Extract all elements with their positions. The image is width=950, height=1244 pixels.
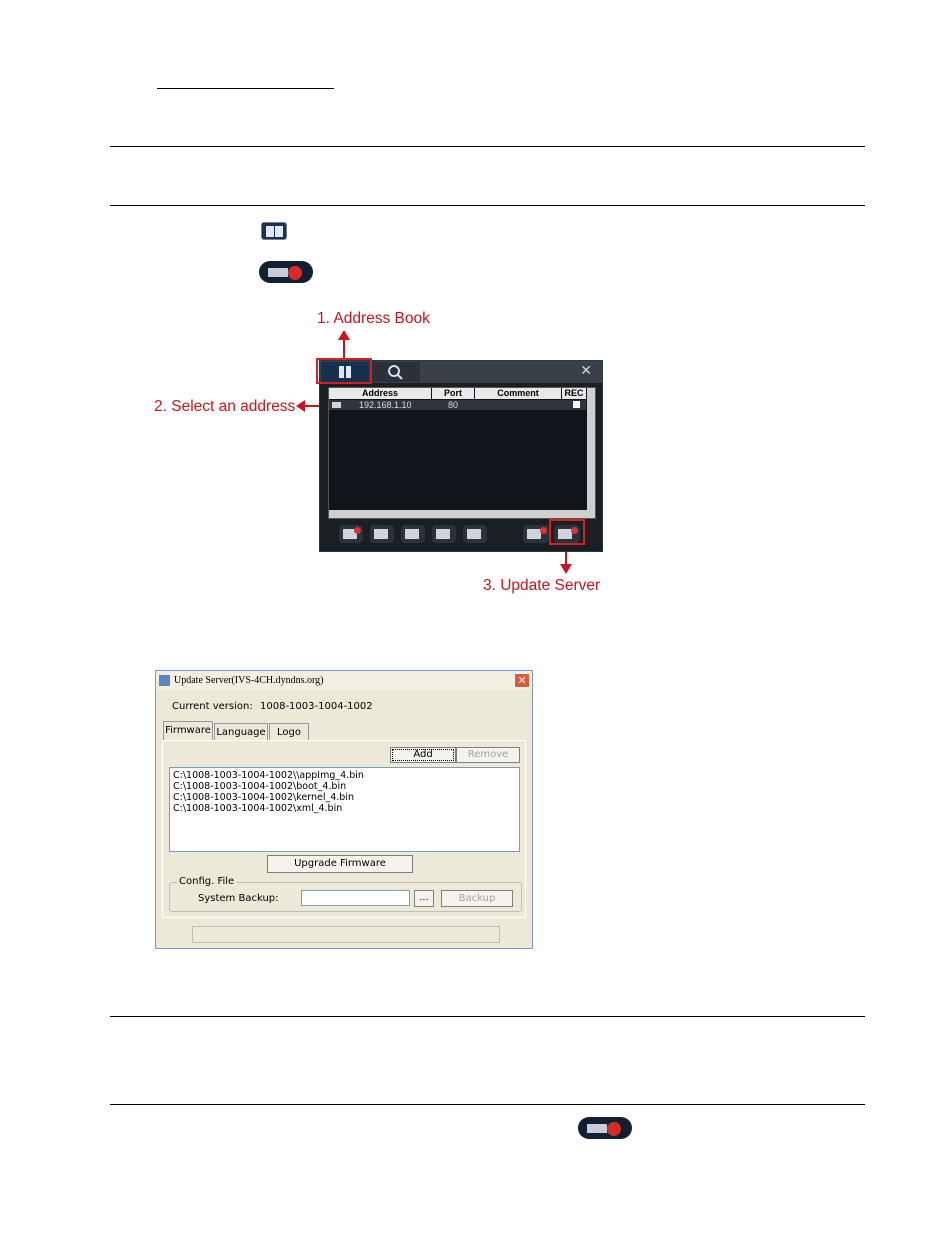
upgrade-firmware-button[interactable]: Upgrade Firmware bbox=[267, 855, 413, 873]
dialog-titlebar bbox=[156, 671, 532, 690]
current-version-label: Current version: bbox=[172, 701, 253, 712]
dialog-title: Update Server(IVS-4CH.dyndns.org) bbox=[174, 675, 324, 686]
table-row[interactable] bbox=[329, 400, 586, 410]
highlight-update-server-button bbox=[549, 519, 585, 545]
row-port: 80 bbox=[448, 400, 459, 410]
column-comment[interactable]: Comment bbox=[475, 388, 561, 399]
update-server-dialog bbox=[155, 670, 533, 949]
export-address-button[interactable] bbox=[401, 525, 425, 543]
add-button[interactable]: Add bbox=[390, 747, 456, 763]
status-bar bbox=[192, 926, 500, 943]
list-item[interactable]: C:\1008-1003-1004-1002\xml_4.bin bbox=[173, 803, 343, 814]
device-icon bbox=[332, 402, 341, 408]
system-backup-label: System Backup: bbox=[198, 893, 279, 904]
list-item[interactable]: C:\1008-1003-1004-1002\kernel_4.bin bbox=[173, 792, 354, 803]
column-port[interactable]: Port bbox=[432, 388, 474, 399]
update-server-icon-footer bbox=[578, 1117, 632, 1139]
vertical-scrollbar[interactable] bbox=[587, 388, 595, 518]
step3-label: 3. Update Server bbox=[483, 577, 601, 594]
tab-language[interactable]: Language bbox=[214, 723, 268, 741]
step2-label: 2. Select an address bbox=[154, 398, 296, 415]
import-address-button[interactable] bbox=[432, 525, 456, 543]
divider-3 bbox=[110, 1016, 865, 1017]
close-icon[interactable]: ✕ bbox=[514, 673, 530, 688]
firmware-file-list[interactable] bbox=[169, 767, 520, 852]
browse-button[interactable]: ... bbox=[414, 890, 434, 907]
app-icon bbox=[159, 675, 170, 686]
remove-button[interactable]: Remove bbox=[456, 747, 520, 763]
column-address[interactable]: Address bbox=[329, 388, 431, 399]
add-address-button[interactable] bbox=[339, 525, 363, 543]
step1-label: 1. Address Book bbox=[317, 310, 430, 327]
list-item[interactable]: C:\1008-1003-1004-1002\boot_4.bin bbox=[173, 781, 347, 792]
remote-config-button[interactable] bbox=[523, 525, 549, 543]
rec-checkbox[interactable] bbox=[573, 401, 580, 408]
row-address: 192.168.1.10 bbox=[359, 400, 412, 410]
backup-button[interactable]: Backup bbox=[441, 890, 513, 907]
search-tab[interactable] bbox=[372, 362, 420, 382]
list-item[interactable]: C:\1008-1003-1004-1002\\appImg_4.bin bbox=[173, 770, 364, 781]
highlight-address-book-tab bbox=[316, 358, 372, 384]
tab-logo[interactable]: Logo bbox=[269, 723, 309, 741]
tab-firmware[interactable]: Firmware bbox=[163, 721, 213, 741]
horizontal-scrollbar[interactable] bbox=[329, 510, 595, 518]
divider-4 bbox=[110, 1104, 865, 1105]
edit-address-button[interactable] bbox=[370, 525, 394, 543]
close-icon[interactable]: ✕ bbox=[580, 362, 592, 378]
current-version-value: 1008-1003-1004-1002 bbox=[260, 701, 373, 712]
delete-address-button[interactable] bbox=[463, 525, 487, 543]
system-backup-field[interactable] bbox=[301, 890, 410, 906]
column-rec[interactable]: REC bbox=[562, 388, 586, 399]
address-list[interactable] bbox=[328, 387, 596, 519]
config-file-label: Config. File bbox=[179, 876, 235, 887]
